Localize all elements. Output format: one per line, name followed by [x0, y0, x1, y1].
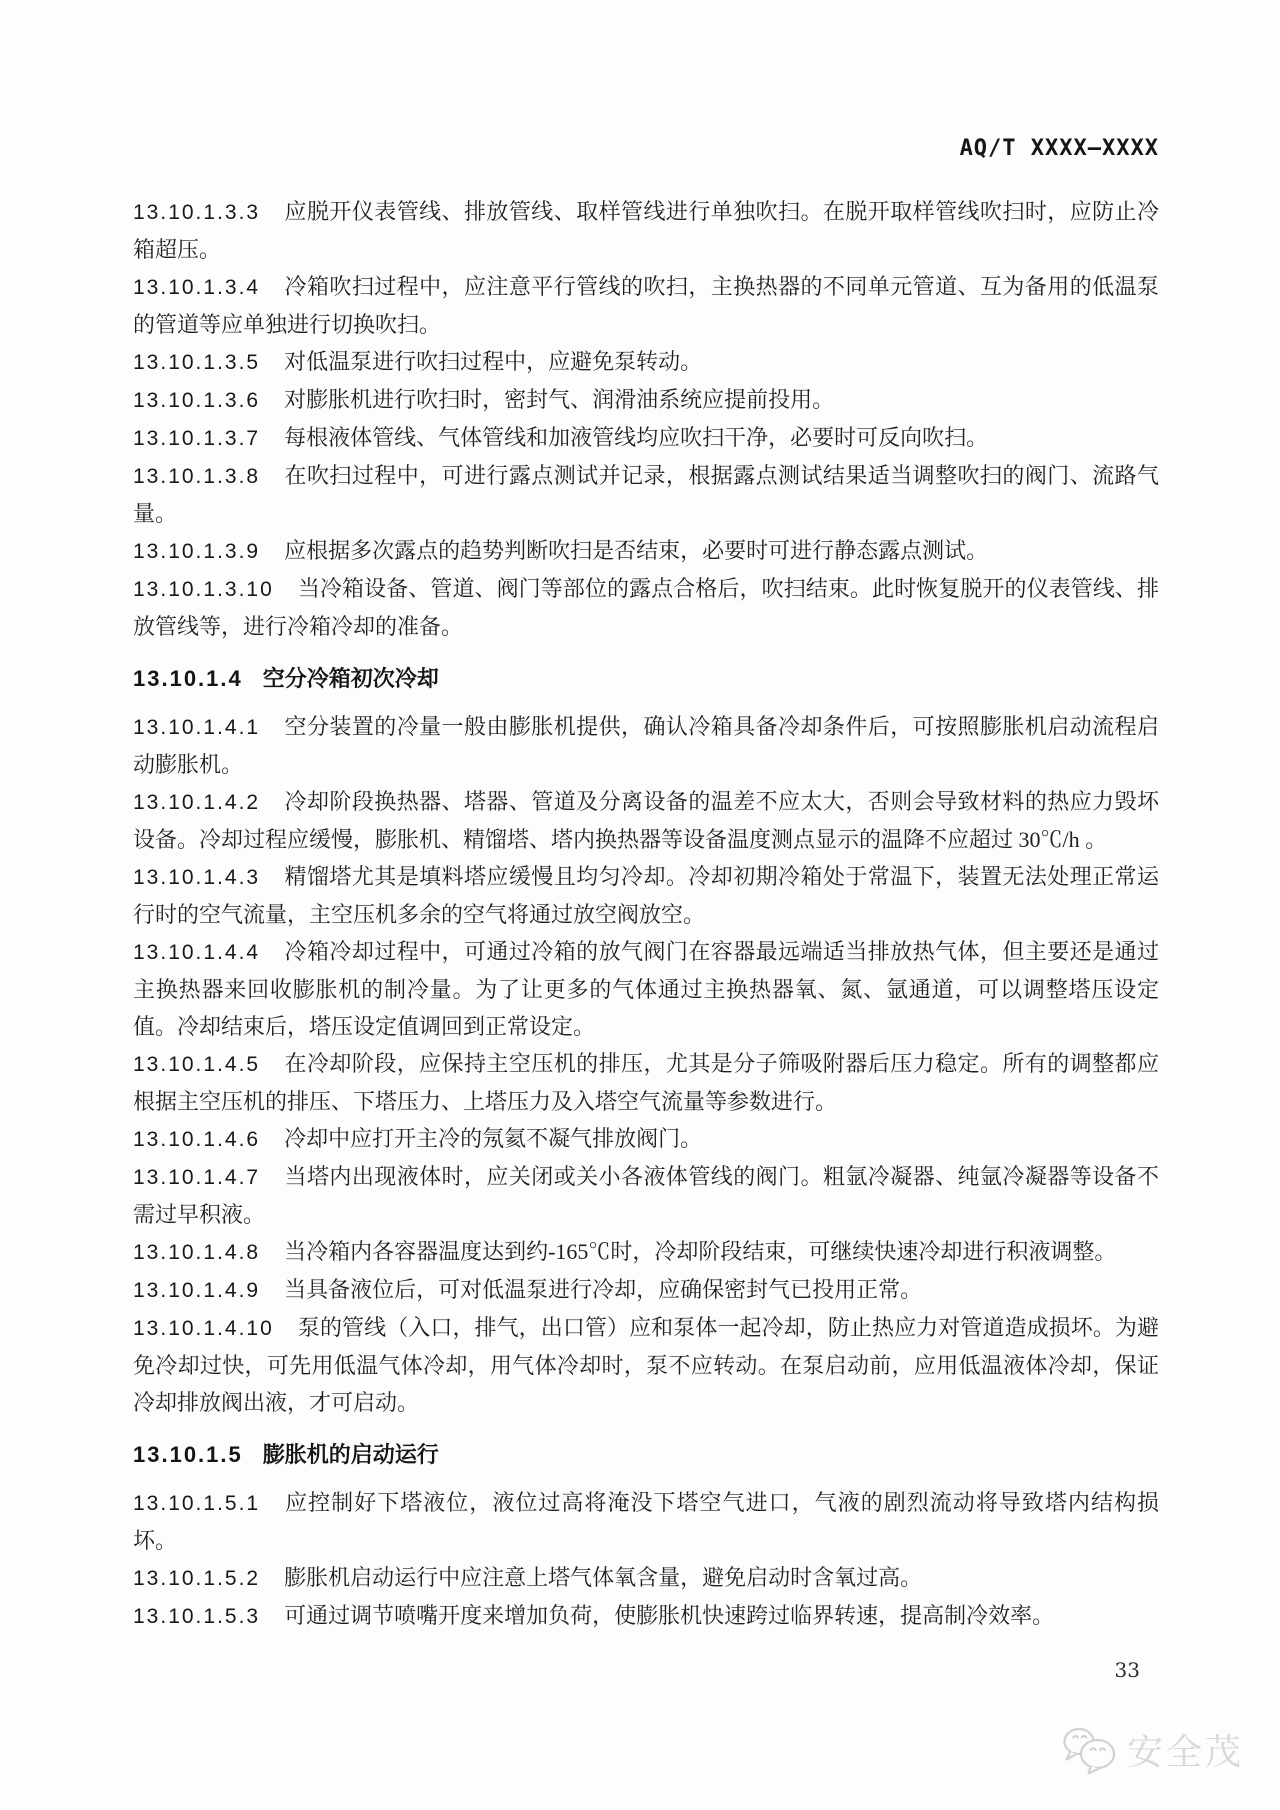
clause-text: 冷箱吹扫过程中，应注意平行管线的吹扫，主换热器的不同单元管道、互为备用的低温泵的管道等应单独进行切换吹扫。 — [133, 274, 1159, 337]
clause-number: 13.10.1.5.2 — [133, 1567, 261, 1590]
clause-paragraph — [133, 708, 1159, 783]
clause-paragraph — [133, 570, 1159, 645]
clause-number: 13.10.1.5.3 — [133, 1605, 261, 1628]
clause-text: 精馏塔尤其是填料塔应缓慢且均匀冷却。冷却初期冷箱处于常温下，装置无法处理正常运行时的空气流量，主空压机多余的空气将通过放空阀放空。 — [133, 864, 1159, 927]
clause-paragraph — [133, 457, 1159, 532]
clause-text: 对低温泵进行吹扫过程中，应避免泵转动。 — [284, 349, 703, 374]
clause-text: 冷箱冷却过程中，可通过冷箱的放气阀门在容器最远端适当排放热气体，但主要还是通过主换热器来回收膨胀机的制冷量。为了让更多的气体通过主换热器氧、氮、氩通道，可以调整塔压设定值。冷却结束后，塔压设定值调回到正常设定。 — [133, 939, 1159, 1039]
clause-paragraph — [133, 1158, 1159, 1233]
clause-number: 13.10.1.4.5 — [133, 1053, 261, 1076]
clause-text: 每根液体管线、气体管线和加液管线均应吹扫干净，必要时可反向吹扫。 — [284, 425, 989, 450]
clause-text: 当塔内出现液体时，应关闭或关小各液体管线的阀门。粗氩冷凝器、纯氩冷凝器等设备不需过早积液。 — [133, 1164, 1159, 1227]
clause-text: 膨胀机启动运行中应注意上塔气体氧含量，避免启动时含氧过高。 — [284, 1565, 923, 1590]
watermark-text: 安全茂 — [1126, 1731, 1244, 1772]
heading-text: 膨胀机的启动运行 — [262, 1442, 439, 1467]
clause-text: 可通过调节喷嘴开度来增加负荷，使膨胀机快速跨过临界转速，提高制冷效率。 — [284, 1603, 1055, 1628]
clause-paragraph — [133, 381, 1159, 419]
clause-paragraph — [133, 1309, 1159, 1421]
clause-paragraph — [133, 268, 1159, 343]
clause-paragraph — [133, 419, 1159, 457]
clause-number: 13.10.1.4.1 — [133, 716, 261, 739]
clause-number: 13.10.1.4.7 — [133, 1166, 261, 1189]
clause-number: 13.10.1.3.7 — [133, 427, 261, 450]
clause-text: 冷却中应打开主冷的氖氦不凝气排放阀门。 — [284, 1126, 703, 1151]
page-number: 33 — [1114, 1658, 1140, 1682]
clause-text: 应脱开仪表管线、排放管线、取样管线进行单独吹扫。在脱开取样管线吹扫时，应防止冷箱超压。 — [133, 199, 1159, 262]
clause-paragraph — [133, 343, 1159, 381]
standard-code-header: AQ/T XXXX—XXXX — [959, 136, 1159, 161]
clause-number: 13.10.1.4.4 — [133, 941, 261, 964]
clause-paragraph — [133, 193, 1159, 268]
section-heading — [133, 660, 1159, 697]
clause-number: 13.10.1.5.1 — [133, 1492, 261, 1515]
clause-paragraph — [133, 858, 1159, 933]
clause-text: 当具备液位后，可对低温泵进行冷却，应确保密封气已投用正常。 — [284, 1277, 923, 1302]
clause-number: 13.10.1.4.9 — [133, 1279, 261, 1302]
clause-paragraph — [133, 532, 1159, 570]
clause-text: 应根据多次露点的趋势判断吹扫是否结束，必要时可进行静态露点测试。 — [284, 538, 989, 563]
clause-paragraph — [133, 1271, 1159, 1309]
clause-number: 13.10.1.3.4 — [133, 276, 261, 299]
clause-number: 13.10.1.3.8 — [133, 465, 261, 488]
clause-paragraph — [133, 783, 1159, 858]
clause-number: 13.10.1.3.5 — [133, 351, 261, 374]
clause-text: 在冷却阶段，应保持主空压机的排压，尤其是分子筛吸附器后压力稳定。所有的调整都应根据主空压机的排压、下塔压力、上塔压力及入塔空气流量等参数进行。 — [133, 1051, 1159, 1114]
clause-number: 13.10.1.4.10 — [133, 1317, 274, 1340]
clause-number: 13.10.1.3.10 — [133, 578, 274, 601]
clause-text: 对膨胀机进行吹扫时，密封气、润滑油系统应提前投用。 — [284, 387, 835, 412]
heading-text: 空分冷箱初次冷却 — [262, 666, 439, 691]
clause-paragraph — [133, 1045, 1159, 1120]
clause-paragraph — [133, 933, 1159, 1045]
clause-number: 13.10.1.4.2 — [133, 791, 261, 814]
wechat-icon — [1059, 1726, 1117, 1774]
clause-text: 应控制好下塔液位，液位过高将淹没下塔空气进口，气液的剧烈流动将导致塔内结构损坏。 — [133, 1490, 1159, 1553]
clause-paragraph — [133, 1597, 1159, 1635]
clause-text: 在吹扫过程中，可进行露点测试并记录，根据露点测试结果适当调整吹扫的阀门、流路气量。 — [133, 463, 1159, 526]
clause-paragraph — [133, 1559, 1159, 1597]
clause-number: 13.10.1.4.3 — [133, 866, 261, 889]
clause-number: 13.10.1.5 — [133, 1442, 243, 1467]
clause-text: 泵的管线（入口，排气，出口管）应和泵体一起冷却，防止热应力对管道造成损坏。为避免冷却过快，可先用低温气体冷却，用气体冷却时，泵不应转动。在泵启动前，应用低温液体冷却，保证冷却排放阀出液，才可启动。 — [133, 1315, 1159, 1415]
clause-text: 空分装置的冷量一般由膨胀机提供，确认冷箱具备冷却条件后，可按照膨胀机启动流程启动膨胀机。 — [133, 714, 1159, 777]
watermark — [1059, 1724, 1244, 1775]
clause-number: 13.10.1.3.6 — [133, 389, 261, 412]
clause-paragraph — [133, 1120, 1159, 1158]
clause-text: 冷却阶段换热器、塔器、管道及分离设备的温差不应太大，否则会导致材料的热应力毁坏设备。冷却过程应缓慢，膨胀机、精馏塔、塔内换热器等设备温度测点显示的温降不应超过 30℃/h 。 — [133, 789, 1159, 852]
clause-number: 13.10.1.3.9 — [133, 540, 261, 563]
clause-text: 当冷箱设备、管道、阀门等部位的露点合格后，吹扫结束。此时恢复脱开的仪表管线、排放管线等，进行冷箱冷却的准备。 — [133, 576, 1159, 639]
clause-paragraph — [133, 1233, 1159, 1271]
clause-number: 13.10.1.4.8 — [133, 1241, 261, 1264]
clause-number: 13.10.1.4 — [133, 666, 243, 691]
clause-text: 当冷箱内各容器温度达到约-165℃时，冷却阶段结束，可继续快速冷却进行积液调整。 — [284, 1239, 1117, 1264]
clause-number: 13.10.1.3.3 — [133, 201, 261, 224]
clause-number: 13.10.1.4.6 — [133, 1128, 261, 1151]
clause-paragraph — [133, 1484, 1159, 1559]
section-heading — [133, 1436, 1159, 1473]
page-content — [133, 0, 1159, 1635]
document-body — [133, 193, 1159, 1635]
